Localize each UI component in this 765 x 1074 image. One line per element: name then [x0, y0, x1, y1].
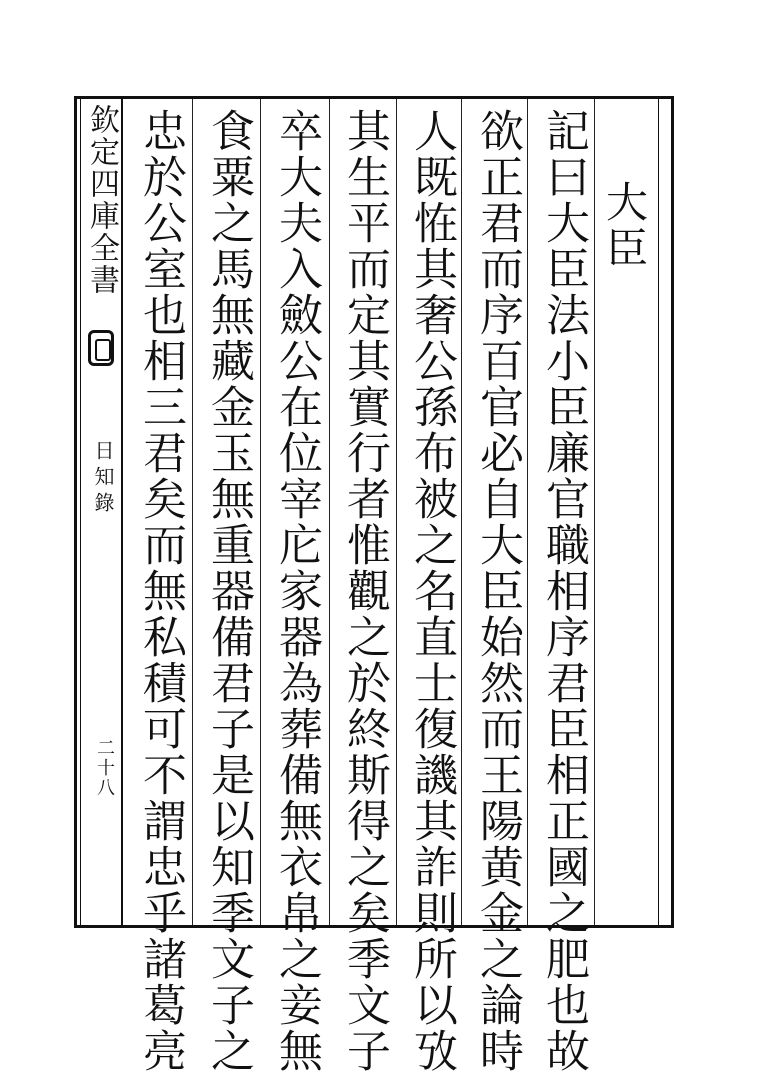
- column-rule: [594, 99, 595, 925]
- column-rule: [461, 99, 462, 925]
- text-column-7: 忠於公室也相三君矣而無私積可不謂忠乎諸葛亮: [135, 108, 186, 1074]
- text-column-5: 卒大夫入斂公在位宰庀家器為葬備無衣帛之妾無: [271, 108, 322, 1074]
- text-column-6: 食粟之馬無藏金玉無重器備君子是以知季文子之: [203, 108, 254, 1074]
- column-rule: [527, 99, 528, 925]
- column-rule: [396, 99, 397, 925]
- text-column-4: 其生平而定其實行者惟觀之於終斯得之矣季文子: [339, 108, 390, 1074]
- column-rule: [329, 99, 330, 925]
- text-column-3: 人既恠其奢公孫布被之名直士復譏其詐則所以攷: [406, 108, 457, 1074]
- book-subtitle: 日知錄: [91, 440, 115, 518]
- text-column-1: 記曰大臣法小臣廉官職相序君臣相正國之肥也故: [538, 108, 589, 1074]
- column-rule: [260, 99, 261, 925]
- text-column-2: 欲正君而序百官必自大臣始然而王陽黄金之論時: [472, 108, 523, 1074]
- gutter-outer-rule: [80, 96, 81, 928]
- right-inner-rule: [658, 96, 659, 928]
- fishtail-mark-icon: [88, 330, 114, 366]
- book-title: 欽定四庫全書: [84, 104, 119, 296]
- gutter-inner-rule: [121, 96, 123, 928]
- column-rule: [192, 99, 193, 925]
- page-number: 二十八: [94, 738, 115, 798]
- section-heading: 大臣: [600, 180, 649, 272]
